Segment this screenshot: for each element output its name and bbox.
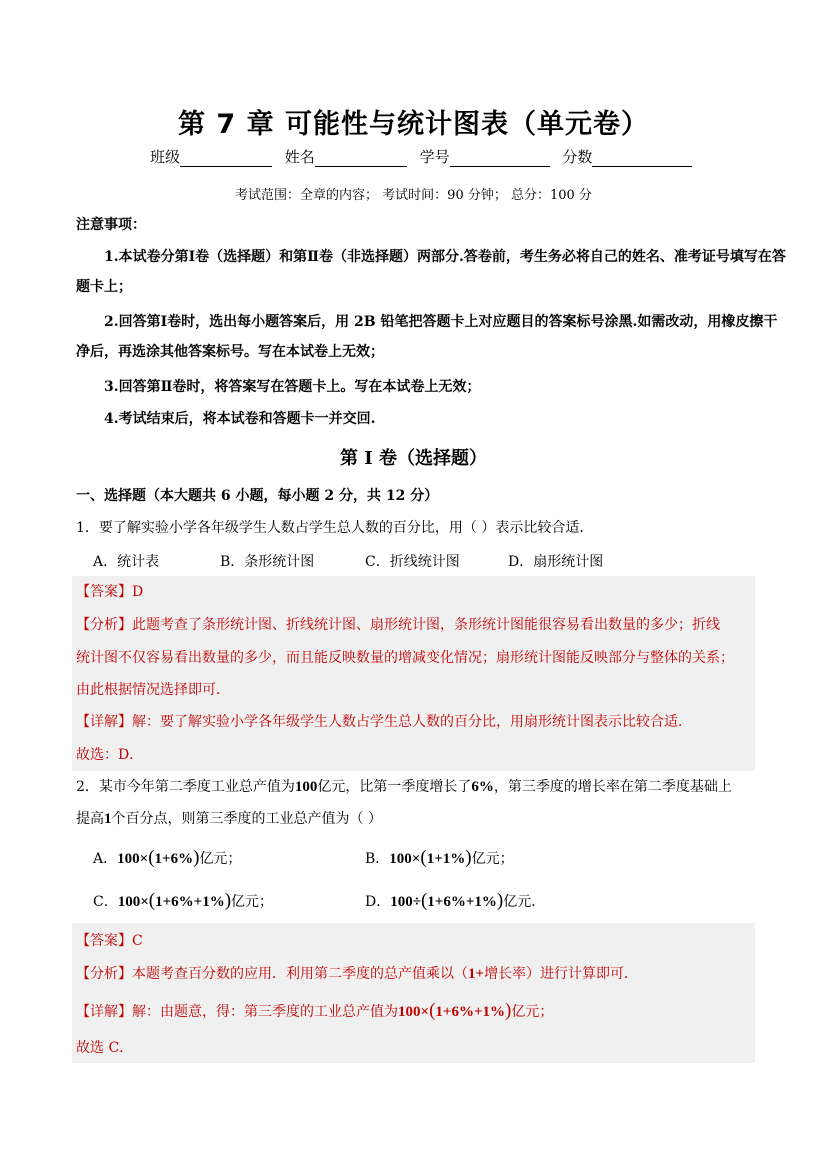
notes-title: 注意事项： [76,217,146,233]
q2-conclusion: 故选 C． [76,1040,134,1056]
name-blank[interactable] [315,150,407,167]
class-blank[interactable] [180,150,272,167]
student-info-line [150,146,700,167]
q1-option-b[interactable]: B．条形统计图 [220,554,315,570]
q1-analysis: 【分析】此题考查了条形统计图、折线统计图、扇形统计图，条形统计图能很容易看出数量的多少；折线 [76,617,720,633]
question-1-stem: 1．要了解实验小学各年级学生人数占学生总人数的百分比，用（ ）表示比较合适． [76,520,594,536]
name-label: 姓名 [284,148,315,166]
q2-detail: 【详解】解：由题意，得：第三季度的工业总产值为100×(1+6%+1%)亿元； [76,1000,554,1021]
q1-analysis-line-2: 统计图不仅容易看出数量的多少，而且能反映数量的增减变化情况；扇形统计图能反映部分与整体的关系； [76,650,734,666]
section-title: 第 I 卷（选择题） [340,448,487,469]
score-label: 分数 [562,148,593,166]
note-item-2: 2.回答第Ⅰ卷时，选出每小题答案后，用 2B 铅笔把答题卡上对应题目的答案标号涂黑.如需改动，用橡皮擦干净后，再选涂其他答案标号。写在本试卷上无效； [76,314,778,360]
note-item-1: 1.本试卷分第Ⅰ卷（选择题）和第Ⅱ卷（非选择题）两部分.答卷前，考生务必将自己的姓名、准考证号填写在答题卡上； [76,249,786,295]
student-id-label: 学号 [419,148,450,166]
q2-answer: 【答案】C [76,933,143,949]
q2-option-b[interactable]: B．100×(1+1%)亿元； [365,847,514,868]
q1-detail: 【详解】解：要了解实验小学各年级学生人数占学生总人数的百分比，用扇形统计图表示比较合适． [76,714,692,730]
q2-analysis: 【分析】本题考查百分数的应用．利用第二季度的总产值乘以（1+增长率）进行计算即可． [76,966,639,982]
q1-conclusion: 故选：D． [76,747,144,763]
q1-answer: 【答案】D [76,584,144,600]
part-title: 一、选择题（本大题共 6 小题，每小题 2 分，共 12 分） [76,488,439,504]
note-item-4: 4.考试结束后，将本试卷和答题卡一并交回. [104,411,376,427]
q2-option-a[interactable]: A．100×(1+6%)亿元； [93,847,242,868]
question-2-stem: 2．某市今年第二季度工业总产值为100亿元，比第一季度增长了6%，第三季度的增长率在第二季度基础上 [76,779,732,795]
score-blank[interactable] [592,150,692,167]
note-item-3: 3.回答第Ⅱ卷时，将答案写在答题卡上。写在本试卷上无效； [104,379,481,395]
student-id-blank[interactable] [450,150,550,167]
q1-analysis-line-3: 由此根据情况选择即可． [76,682,230,698]
q2-option-c[interactable]: C．100×(1+6%+1%)亿元； [93,890,274,911]
q1-option-d[interactable]: D．扇形统计图 [508,554,604,570]
q2-option-d[interactable]: D．100÷(1+6%+1%)亿元． [365,890,546,911]
q1-option-a[interactable]: A．统计表 [93,554,160,570]
class-label: 班级 [150,148,181,166]
exam-scope: 考试范围：全章的内容； 考试时间：90 分钟； 总分：100 分 [235,188,592,203]
page-title: 第 7 章 可能性与统计图表（单元卷） [178,109,649,140]
question-2-stem-line-2: 提高1个百分点，则第三季度的工业总产值为（ ） [76,811,382,827]
q1-option-c[interactable]: C．折线统计图 [365,554,460,570]
